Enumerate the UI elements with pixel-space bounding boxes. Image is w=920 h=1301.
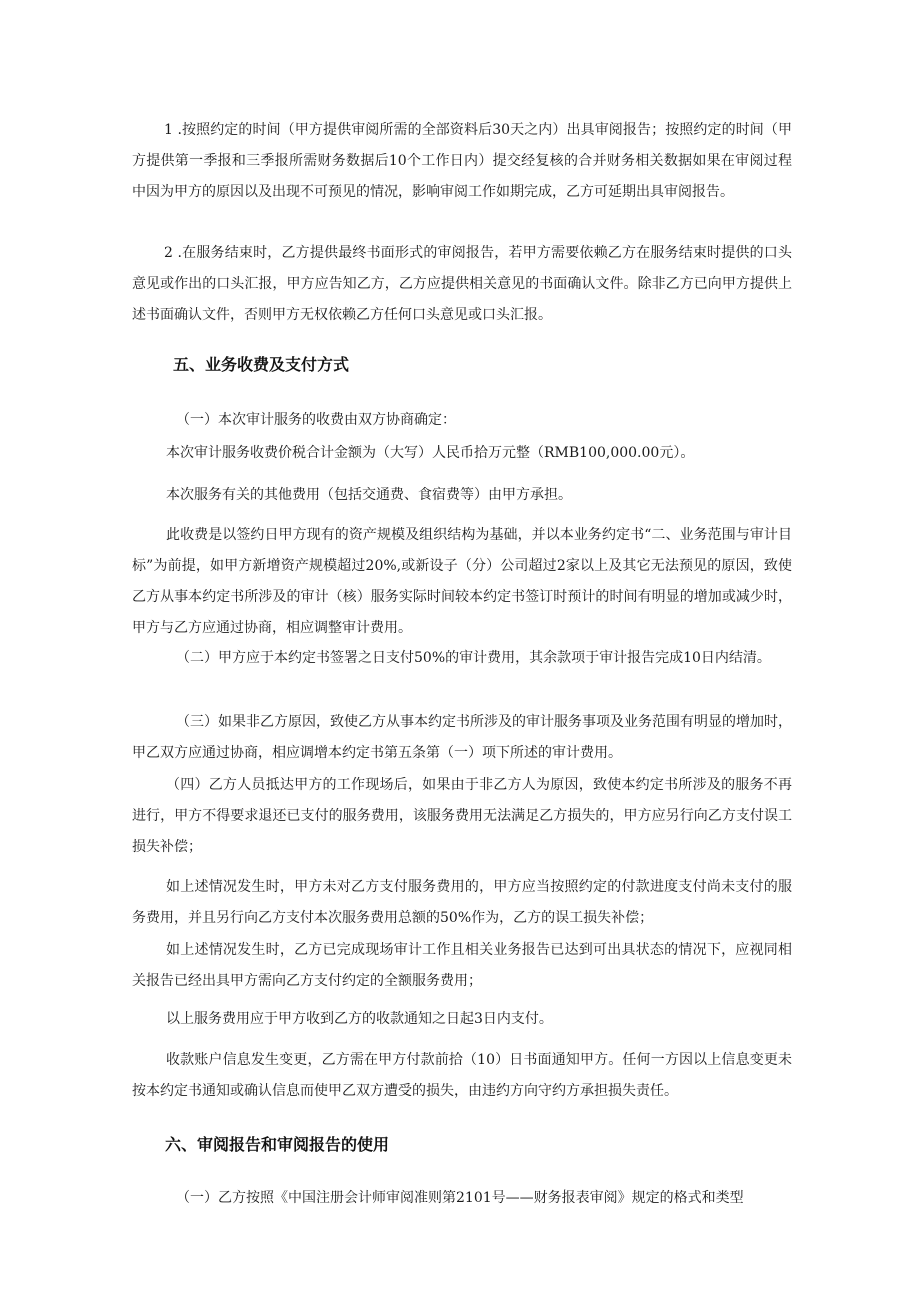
paragraph-service-termination: （四）乙方人员抵达甲方的工作现场后，如果由于非乙方人为原因，致使本约定书所涉及的服务不再进行，甲方不得要求退还已支付的服务费用，该服务费用无法满足乙方损失的，甲方应另行向乙方支付误工损失补偿； [132, 777, 792, 855]
paragraph-deadline-clause: 1 .按照约定的时间（甲方提供审阅所需的全部资料后30天之内）出具审阅报告；按照约定的时间（甲方提供第一季报和三季报所需财务数据后10个工作日内）提交经复核的合并财务相关数据如果在审阅过程中因为甲方的原因以及出现不可预见的情况，影响审阅工作如期完成，乙方可延期出具审阅报告。 [132, 122, 792, 200]
paragraph-payment-deadline: 以上服务费用应于甲方收到乙方的收款通知之日起3日内支付。 [166, 1011, 553, 1027]
section-heading-review-report: 六、审阅报告和审阅报告的使用 [165, 1135, 390, 1154]
section-heading-fees: 五、业务收费及支付方式 [173, 355, 350, 374]
paragraph-fee-agreement: （一）本次审计服务的收费由双方协商确定： [176, 412, 456, 428]
paragraph-final-report-clause: 2 .在服务结束时，乙方提供最终书面形式的审阅报告，若甲方需要依赖乙方在服务结束时提供的口头意见或作出的口头汇报，甲方应告知乙方，乙方应提供相关意见的书面确认文件。除非乙方已向甲方提供上述书面确认文件，否则甲方无权依赖乙方任何口头意见或口头汇报。 [132, 245, 792, 323]
paragraph-fee-increase: （三）如果非乙方原因，致使乙方从事本约定书所涉及的审计服务事项及业务范围有明显的增加时，甲乙双方应通过协商，相应调增本约定书第五条第（一）项下所述的审计费用。 [132, 714, 792, 761]
paragraph-fee-amount: 本次审计服务收费价税合计金额为（大写）人民币拾万元整（RMB100,000.00元）。 [166, 445, 695, 461]
paragraph-account-change: 收款账户信息发生变更，乙方需在甲方付款前拾（10）日书面通知甲方。任何一方因以上信息变更未按本约定书通知或确认信息而使甲乙双方遭受的损失，由违约方向守约方承担损失责任。 [132, 1052, 792, 1099]
paragraph-review-standard: （一）乙方按照《中国注册会计师审阅准则第2101号——财务报表审阅》规定的格式和类型 [176, 1190, 744, 1206]
paragraph-full-fee: 如上述情况发生时，乙方已完成现场审计工作且相关业务报告已达到可出具状态的情况下，应视同相关报告已经出具甲方需向乙方支付约定的全额服务费用； [132, 942, 792, 989]
paragraph-other-expenses: 本次服务有关的其他费用（包括交通费、食宿费等）由甲方承担。 [166, 487, 572, 503]
paragraph-unpaid-fees: 如上述情况发生时，甲方未对乙方支付服务费用的，甲方应当按照约定的付款进度支付尚未支付的服务费用，并且另行向乙方支付本次服务费用总额的50%作为，乙方的误工损失补偿； [132, 879, 792, 926]
paragraph-payment-schedule: （二）甲方应于本约定书签署之日支付50%的审计费用，其余款项于审计报告完成10日内结清。 [176, 650, 771, 666]
paragraph-fee-basis: 此收费是以签约日甲方现有的资产规模及组织结构为基础，并以本业务约定书“二、业务范围与审计目标”为前提，如甲方新增资产规模超过20%,或新设子（分）公司超过2家以上及其它无法预见的原因，致使乙方从事本约定书所涉及的审计（核）服务实际时间较本约定书签订时预计的时间有明显的增加或减少时，甲方与乙方应通过协商，相应调整审计费用。 [132, 527, 792, 636]
